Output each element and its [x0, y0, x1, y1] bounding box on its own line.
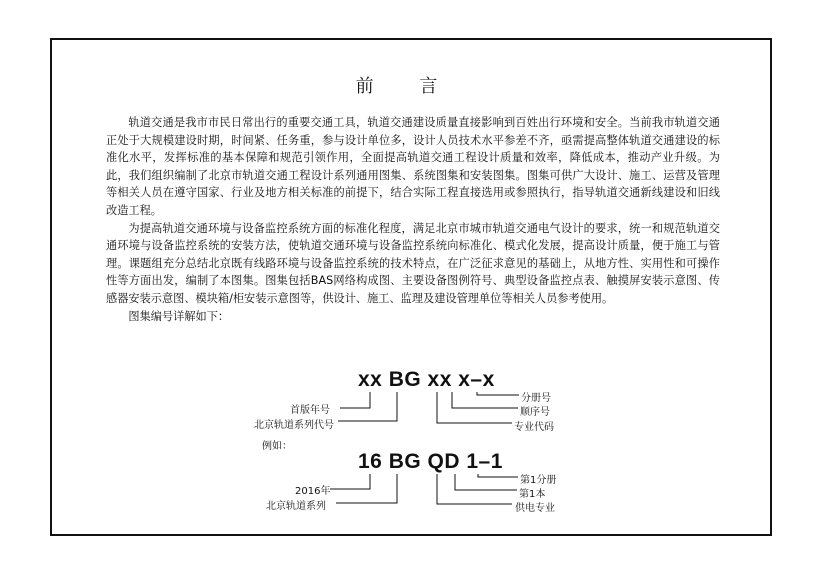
scheme-label-volume: 分册号	[521, 393, 551, 404]
preface-paragraph: 轨道交通是我市市民日常出行的重要交通工具，轨道交通建设质量直接影响到百姓出行环境和安全。当前我市轨道交通正处于大规模建设时期，时间紧、任务重，参与设计单位多，设计人员技术水平参差不齐，亟需提高整体轨道交通建设的标准化水平，发挥标准的基本保障和规范引领作用，全面提高轨道交通工程设计质量和效率，降低成本，推动产业升级。为此，我们组织编制了北京市轨道交通工程设计系列通用图集、系统图集和安装图集。图集可供广大设计、施工、运营及管理等相关人员在遵守国家、行业及地方相关标准的前提下，结合实际工程直接选用或参照执行，指导轨道交通新线建设和旧线改造工程。	[106, 116, 720, 217]
example-label: 例如：	[262, 441, 292, 452]
preface-paragraph: 图集编号详解如下：	[128, 309, 230, 323]
scheme-label-sequence: 顺序号	[520, 407, 550, 418]
preface-paragraph: 为提高轨道交通环境与设备监控系统方面的标准化程度，满足北京市城市轨道交通电气设计的要求，统一和规范轨道交通环境与设备监控系统的安装方法，使轨道交通环境与设备监控系统向标准化、模式化发展，提高设计质量，便于施工与管理。课题组充分总结北京既有线路环境与设备监控系统的技术特点，在广泛征求意见的基础上，从地方性、实用性和可操作性等方面出发，编制了本图集。图集包括BAS网络构成图、主要设备图例符号、典型设备监控点表、触摸屏安装示意图、传感器安装示意图、模块箱/柜安装示意图等，供设计、施工、监理及建设管理单位等相关人员参考使用。	[106, 221, 720, 305]
example-code: 16 BG QD 1–1	[358, 450, 503, 473]
scheme-code: xx BG xx x–x	[358, 368, 495, 391]
example-label-specialty: 供电专业	[515, 503, 555, 514]
scheme-label-series: 北京轨道系列代号	[254, 420, 334, 431]
example-label-book: 第1本	[519, 489, 546, 500]
scheme-label-specialty: 专业代码	[514, 422, 554, 433]
scheme-label-year: 首版年号	[290, 405, 330, 416]
example-label-year: 2016年	[295, 486, 331, 497]
example-label-series: 北京轨道系列	[266, 501, 326, 512]
page-title: 前 言	[355, 76, 458, 97]
example-label-volume: 第1分册	[520, 475, 557, 486]
